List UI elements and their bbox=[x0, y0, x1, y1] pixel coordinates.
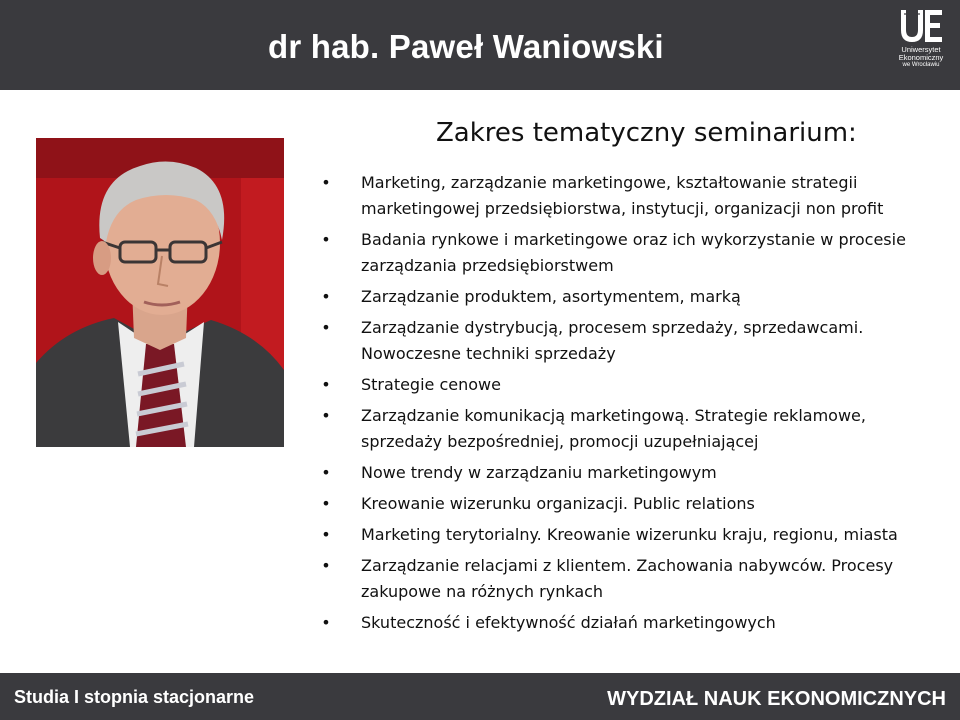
topics-list bbox=[320, 170, 940, 641]
bullet-icon: • bbox=[321, 375, 331, 394]
bullet-icon: • bbox=[321, 406, 331, 425]
topic-text: Badania rynkowe i marketingowe oraz ich wykorzystanie w procesie zarządzania przedsiębiorstwem bbox=[361, 230, 906, 275]
bullet-icon: • bbox=[321, 463, 331, 482]
portrait-photo-icon bbox=[36, 138, 284, 447]
list-item bbox=[320, 403, 940, 455]
topic-text: Zarządzanie dystrybucją, procesem sprzedaży, sprzedawcami. Nowoczesne techniki sprzedaży bbox=[361, 318, 864, 363]
list-item bbox=[320, 170, 940, 222]
topic-text: Nowe trendy w zarządzaniu marketingowym bbox=[361, 463, 717, 482]
study-level-label: Studia I stopnia stacjonarne bbox=[14, 687, 255, 707]
topic-text: Skuteczność i efektywność działań marketingowych bbox=[361, 613, 776, 632]
list-item bbox=[320, 315, 940, 367]
list-item bbox=[320, 522, 940, 548]
bullet-icon: • bbox=[321, 494, 331, 513]
list-item bbox=[320, 491, 940, 517]
topic-text: Strategie cenowe bbox=[361, 375, 501, 394]
list-item bbox=[320, 227, 940, 279]
list-item bbox=[320, 553, 940, 605]
logo-line-3: we Wrocławiu bbox=[902, 62, 940, 68]
list-item bbox=[320, 460, 940, 486]
topic-text: Marketing, zarządzanie marketingowe, kształtowanie strategii marketingowej przedsiębiorstwa, instytucji, organizacji non profit bbox=[361, 173, 884, 218]
ue-logo-icon bbox=[898, 8, 944, 46]
topic-text: Zarządzanie komunikacją marketingową. Strategie reklamowe, sprzedaży bezpośredniej, promocji uzupełniającej bbox=[361, 406, 866, 451]
portrait-photo bbox=[36, 138, 284, 447]
topic-text: Zarządzanie produktem, asortymentem, marką bbox=[361, 287, 741, 306]
university-logo bbox=[890, 8, 952, 80]
bullet-icon: • bbox=[321, 525, 331, 544]
topic-text: Marketing terytorialny. Kreowanie wizerunku kraju, regionu, miasta bbox=[361, 525, 898, 544]
header-bar bbox=[0, 0, 960, 90]
bullet-icon: • bbox=[321, 556, 331, 575]
list-item bbox=[320, 610, 940, 636]
bullet-icon: • bbox=[321, 287, 331, 306]
list-item bbox=[320, 372, 940, 398]
page-title: dr hab. Paweł Waniowski bbox=[268, 28, 664, 65]
bullet-icon: • bbox=[321, 173, 331, 192]
topic-text: Kreowanie wizerunku organizacji. Public relations bbox=[361, 494, 755, 513]
bullet-icon: • bbox=[321, 613, 331, 632]
footer-bar bbox=[0, 673, 960, 720]
topic-text: Zarządzanie relacjami z klientem. Zachowania nabywców. Procesy zakupowe na różnych rynkach bbox=[361, 556, 894, 601]
bullet-icon: • bbox=[321, 318, 331, 337]
section-title: Zakres tematyczny seminarium: bbox=[436, 118, 857, 148]
logo-line-1: Uniwersytet bbox=[901, 45, 941, 54]
bullet-icon: • bbox=[321, 230, 331, 249]
faculty-name: WYDZIAŁ NAUK EKONOMICZNYCH bbox=[607, 688, 946, 710]
list-item bbox=[320, 284, 940, 310]
logo-line-2: Ekonomiczny bbox=[898, 53, 944, 62]
